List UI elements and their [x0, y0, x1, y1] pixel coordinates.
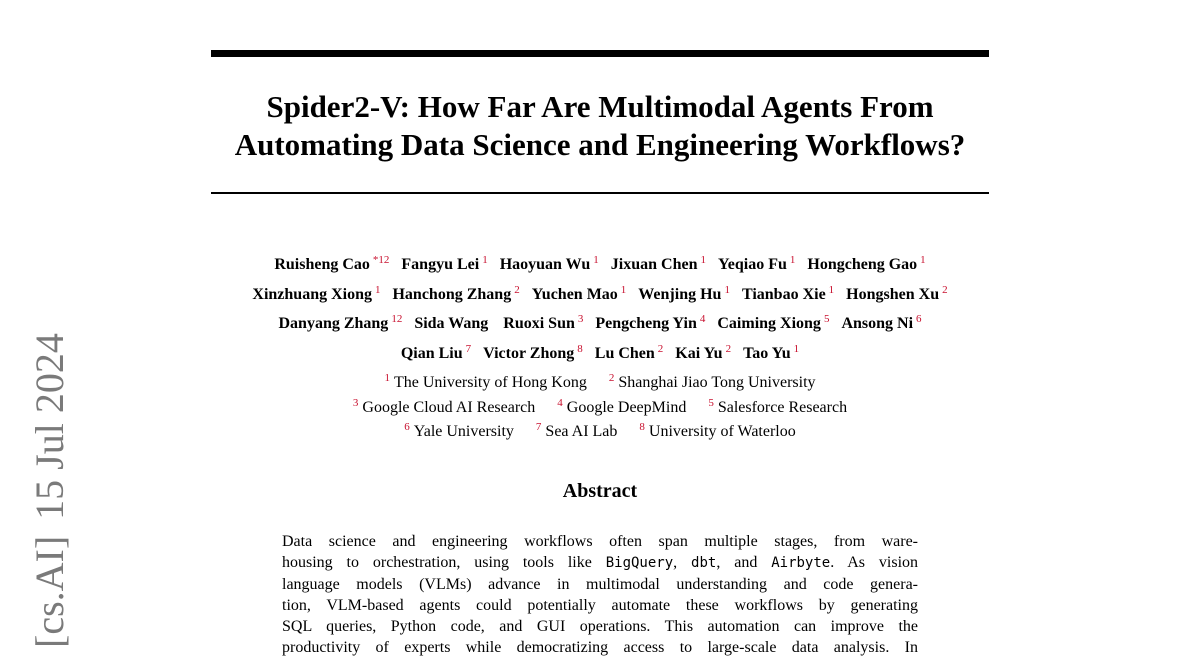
author — [841, 315, 921, 332]
author-affiliation-mark: 1 — [620, 283, 627, 296]
abstract-body — [282, 531, 918, 659]
affiliation-number: 7 — [535, 421, 542, 433]
author-name: Victor Zhong — [483, 344, 575, 362]
author-affiliation-mark: 1 — [593, 254, 599, 266]
abstract-line — [282, 616, 918, 637]
affiliation-list — [150, 366, 1050, 440]
author-name: Kai Yu — [675, 344, 723, 362]
affiliation-name: Google Cloud AI Research — [362, 398, 536, 416]
affiliation-number: 3 — [352, 396, 359, 409]
affiliation-number: 5 — [708, 396, 714, 409]
author-name: Danyang Zhang — [278, 315, 389, 333]
abstract-code: BigQuery — [605, 555, 674, 572]
title-rule — [211, 192, 989, 194]
author — [743, 342, 800, 362]
affiliation-number: 2 — [608, 372, 615, 384]
author — [500, 256, 599, 273]
author — [741, 283, 835, 303]
author — [274, 256, 389, 273]
author-name: Hongcheng Gao — [807, 256, 918, 274]
author — [503, 315, 583, 332]
author — [611, 256, 706, 273]
abstract-heading: Abstract — [562, 480, 638, 502]
author — [807, 256, 925, 273]
affiliation-name: Shanghai Jiao Tong University — [618, 374, 816, 392]
author — [717, 315, 829, 332]
affiliation — [536, 423, 617, 440]
arxiv-category: [cs.AI] — [27, 535, 72, 648]
author — [594, 342, 664, 362]
author-affiliation-mark: *12 — [372, 254, 390, 266]
affiliation-number: 1 — [384, 372, 390, 384]
author — [675, 342, 732, 362]
arxiv-date: 15 Jul 2024 — [27, 333, 72, 520]
author-affiliation-mark: 6 — [916, 313, 922, 325]
author — [718, 256, 795, 273]
author-affiliation-mark: 1 — [482, 254, 488, 266]
author — [252, 283, 381, 303]
affiliation — [384, 374, 586, 391]
author-line — [150, 246, 1050, 276]
author-name: Qian Liu — [400, 344, 463, 362]
abstract-text: , — [673, 554, 692, 572]
abstract-text: Data science and engineering workflows often span multiple stages, from ware- — [282, 533, 918, 550]
author — [414, 315, 491, 332]
author — [278, 315, 402, 332]
affiliation — [639, 423, 795, 440]
author — [531, 283, 627, 303]
author — [595, 315, 705, 332]
author-affiliation-mark: 5 — [823, 313, 830, 325]
affiliation-name: Sea AI Lab — [545, 423, 618, 441]
paper-title — [150, 88, 1050, 164]
abstract-line — [282, 552, 918, 573]
author-name: Tao Yu — [743, 344, 791, 362]
arxiv-stamp — [28, 317, 72, 648]
author — [401, 256, 487, 273]
abstract-code: dbt — [691, 555, 717, 572]
author-affiliation-mark: 8 — [577, 342, 583, 355]
abstract-text: SQL queries, Python code, and GUI operations. This automation can improve the — [282, 618, 918, 636]
affiliation-name: Yale University — [413, 423, 514, 441]
abstract-text: language models (VLMs) advance in multimodal understanding and code genera- — [282, 575, 918, 593]
author — [638, 283, 730, 303]
abstract-text: housing to orchestration, using tools like — [282, 554, 606, 572]
author-name: Ansong Ni — [841, 315, 914, 333]
author-name: Wenjing Hu — [638, 285, 722, 303]
author — [400, 342, 472, 362]
author-line — [150, 305, 1050, 335]
author-affiliation-mark: 12 — [391, 313, 403, 325]
affiliation-line — [150, 415, 1050, 440]
abstract-text: . As vision — [830, 554, 919, 572]
title-line: Spider2-V: How Far Are Multimodal Agents From — [266, 89, 934, 124]
author-affiliation-mark: 1 — [700, 254, 706, 266]
author-line — [150, 335, 1050, 365]
top-rule — [211, 50, 989, 57]
author-affiliation-mark: 1 — [793, 342, 800, 355]
abstract-line — [282, 637, 918, 658]
author-name: Haoyuan Wu — [499, 256, 591, 274]
author-name: Yuchen Mao — [531, 285, 618, 303]
affiliation — [609, 374, 816, 391]
affiliation-number: 6 — [404, 421, 410, 433]
author-affiliation-mark: 1 — [920, 254, 926, 266]
affiliation-number: 4 — [557, 396, 563, 409]
abstract-line — [282, 574, 918, 595]
author-affiliation-mark: 7 — [465, 342, 472, 355]
abstract-line — [282, 595, 918, 616]
author-name: Ruoxi Sun — [503, 315, 575, 333]
author-name: Hongshen Xu — [846, 285, 940, 303]
author-affiliation-mark: 2 — [725, 342, 732, 355]
author-affiliation-mark: 2 — [657, 342, 664, 355]
affiliation-name: Google DeepMind — [566, 398, 687, 416]
author-name: Sida Wang — [414, 315, 489, 333]
affiliation — [557, 396, 687, 416]
author-name: Pengcheng Yin — [595, 315, 697, 333]
affiliation — [708, 396, 848, 416]
affiliation-name: Salesforce Research — [717, 398, 848, 416]
author-affiliation-mark: 1 — [724, 283, 730, 296]
abstract-text: , and — [716, 554, 772, 572]
affiliation — [352, 396, 536, 416]
title-line: Automating Data Science and Engineering Workflows? — [234, 127, 966, 162]
abstract-text: tion, VLM-based agents could potentially automate these workflows by generating — [282, 596, 918, 614]
affiliation-line — [150, 391, 1050, 416]
author-affiliation-mark: 1 — [828, 283, 835, 296]
author-line — [150, 276, 1050, 306]
author-name: Fangyu Lei — [401, 256, 480, 274]
author-name: Yeqiao Fu — [717, 256, 787, 274]
author-affiliation-mark: 3 — [577, 313, 584, 325]
abstract-line — [282, 531, 918, 552]
affiliation-number: 8 — [639, 421, 645, 433]
author-list — [150, 246, 1050, 364]
author-name: Jixuan Chen — [610, 256, 698, 274]
author — [846, 283, 948, 303]
author-affiliation-mark: 2 — [942, 283, 948, 296]
author-name: Lu Chen — [594, 344, 655, 362]
author-name: Hanchong Zhang — [392, 285, 512, 303]
author-affiliation-mark: 2 — [514, 283, 520, 296]
author-affiliation-mark: 4 — [699, 313, 706, 325]
author — [483, 342, 583, 362]
affiliation-name: The University of Hong Kong — [393, 374, 587, 392]
author-name: Tianbao Xie — [741, 285, 826, 303]
author-name: Ruisheng Cao — [274, 256, 370, 274]
affiliation-line — [150, 366, 1050, 391]
abstract-text: productivity of experts while democratizing access to large-scale data analysis. In — [282, 639, 918, 657]
author-affiliation-mark: 1 — [374, 283, 381, 296]
affiliation-name: University of Waterloo — [648, 423, 796, 441]
affiliation — [404, 423, 514, 440]
author-name: Xinzhuang Xiong — [252, 285, 372, 303]
author-affiliation-mark: 1 — [789, 254, 796, 266]
abstract-code: Airbyte — [771, 555, 831, 572]
author-name: Caiming Xiong — [717, 315, 821, 333]
author — [392, 283, 520, 303]
